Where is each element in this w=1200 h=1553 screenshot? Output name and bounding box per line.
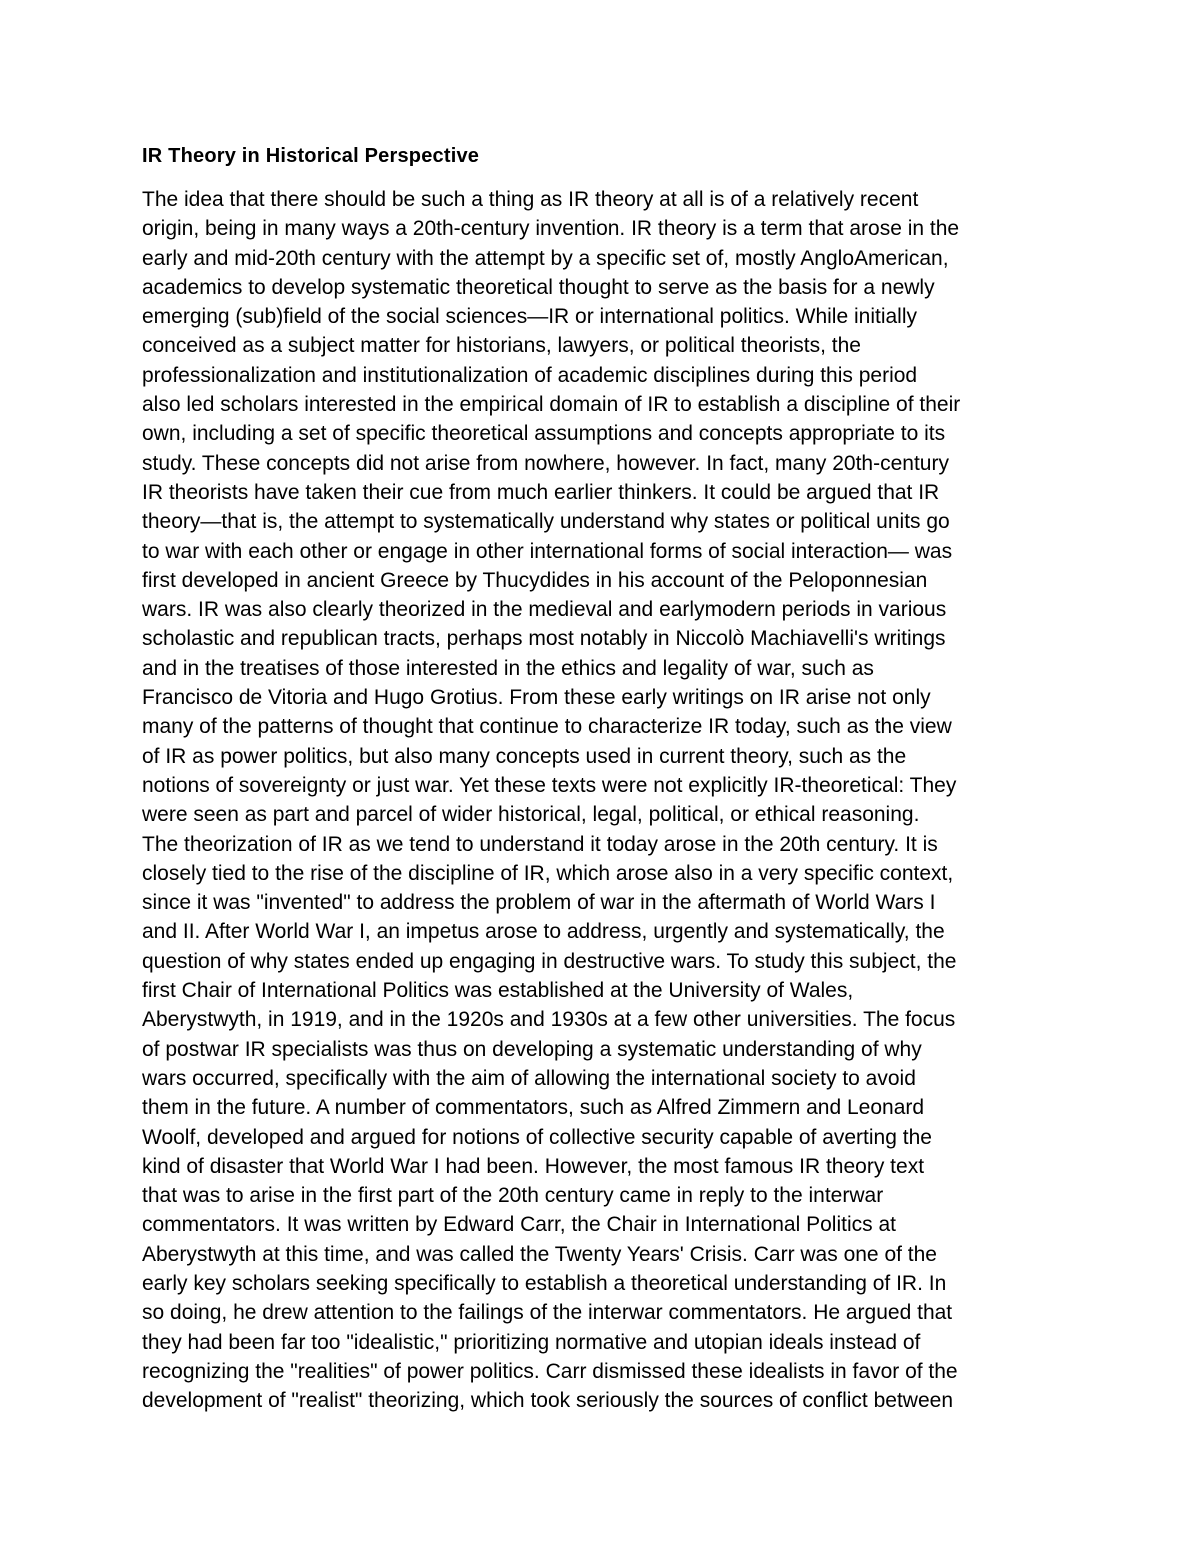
text-line: Aberystwyth, in 1919, and in the 1920s and 1930s at a few other universities. The focus xyxy=(142,1008,956,1032)
text-line: emerging (sub)field of the social sciences—IR or international politics. While initially xyxy=(142,305,918,329)
text-line: were seen as part and parcel of wider historical, legal, political, or ethical reasoning. xyxy=(142,803,920,827)
text-line: Francisco de Vitoria and Hugo Grotius. From these early writings on IR arise not only xyxy=(142,686,931,710)
text-line: wars occurred, specifically with the aim of allowing the international society to avoid xyxy=(142,1066,916,1090)
text-line: Woolf, developed and argued for notions of collective security capable of averting the xyxy=(142,1125,932,1149)
text-line: and in the treatises of those interested in the ethics and legality of war, such as xyxy=(142,656,874,680)
text-line: The theorization of IR as we tend to understand it today arose in the 20th century. It is xyxy=(142,832,938,856)
text-line: professionalization and institutionalization of academic disciplines during this period xyxy=(142,363,918,387)
text-line: Aberystwyth at this time, and was called the Twenty Years' Crisis. Carr was one of the xyxy=(142,1242,937,1266)
text-line: wars. IR was also clearly theorized in the medieval and earlymodern periods in various xyxy=(142,598,947,622)
text-line: The idea that there should be such a thing as IR theory at all is of a relatively recent xyxy=(142,188,919,211)
text-line: recognizing the "realities" of power politics. Carr dismissed these idealists in favor of the xyxy=(142,1359,958,1383)
document-paragraph xyxy=(142,185,1072,1415)
text-line: academics to develop systematic theoretical thought to serve as the basis for a newly xyxy=(142,275,935,299)
text-line: first developed in ancient Greece by Thucydides in his account of the Peloponnesian xyxy=(142,568,928,592)
text-line: since it was "invented" to address the problem of war in the aftermath of World Wars I xyxy=(142,891,936,915)
text-line: of postwar IR specialists was thus on developing a systematic understanding of why xyxy=(142,1037,922,1061)
text-line: so doing, he drew attention to the failings of the interwar commentators. He argued that xyxy=(142,1301,953,1325)
text-line: conceived as a subject matter for historians, lawyers, or political theorists, the xyxy=(142,334,861,358)
document-title: IR Theory in Historical Perspective xyxy=(142,145,480,167)
text-line: IR theorists have taken their cue from much earlier thinkers. It could be argued that IR xyxy=(142,480,940,504)
text-line: commentators. It was written by Edward Carr, the Chair in International Politics at xyxy=(142,1213,896,1237)
text-line: them in the future. A number of commentators, such as Alfred Zimmern and Leonard xyxy=(142,1096,925,1120)
text-line: closely tied to the rise of the discipline of IR, which arose also in a very specific context, xyxy=(142,861,954,885)
text-line: and II. After World War I, an impetus arose to address, urgently and systematically, the xyxy=(142,920,945,944)
text-line: scholastic and republican tracts, perhaps most notably in Niccolò Machiavelli's writings xyxy=(142,627,946,651)
document-content xyxy=(142,141,1072,1415)
text-line: they had been far too "idealistic," prioritizing normative and utopian ideals instead of xyxy=(142,1330,921,1354)
text-line: origin, being in many ways a 20th-century invention. IR theory is a term that arose in the xyxy=(142,217,960,241)
text-line: also led scholars interested in the empirical domain of IR to establish a discipline of their xyxy=(142,393,961,417)
text-line: early key scholars seeking specifically to establish a theoretical understanding of IR. In xyxy=(142,1271,947,1295)
text-line: theory—that is, the attempt to systematically understand why states or political units go xyxy=(142,510,950,534)
text-line: early and mid-20th century with the attempt by a specific set of, mostly AngloAmerican, xyxy=(142,246,949,270)
text-line: notions of sovereignty or just war. Yet these texts were not explicitly IR-theoretical: They xyxy=(142,773,957,797)
text-line: of IR as power politics, but also many concepts used in current theory, such as the xyxy=(142,744,907,768)
text-line: many of the patterns of thought that continue to characterize IR today, such as the view xyxy=(142,715,952,739)
text-line: own, including a set of specific theoretical assumptions and concepts appropriate to its xyxy=(142,422,946,446)
text-line: development of "realist" theorizing, which took seriously the sources of conflict between xyxy=(142,1389,953,1413)
text-line: question of why states ended up engaging in destructive wars. To study this subject, the xyxy=(142,949,957,973)
text-line: to war with each other or engage in other international forms of social interaction— was xyxy=(142,539,953,563)
text-line: that was to arise in the first part of the 20th century came in reply to the interwar xyxy=(142,1184,884,1208)
text-line: first Chair of International Politics was established at the University of Wales, xyxy=(142,979,854,1003)
text-line: study. These concepts did not arise from nowhere, however. In fact, many 20th-century xyxy=(142,451,949,475)
text-line: kind of disaster that World War I had been. However, the most famous IR theory text xyxy=(142,1154,925,1178)
